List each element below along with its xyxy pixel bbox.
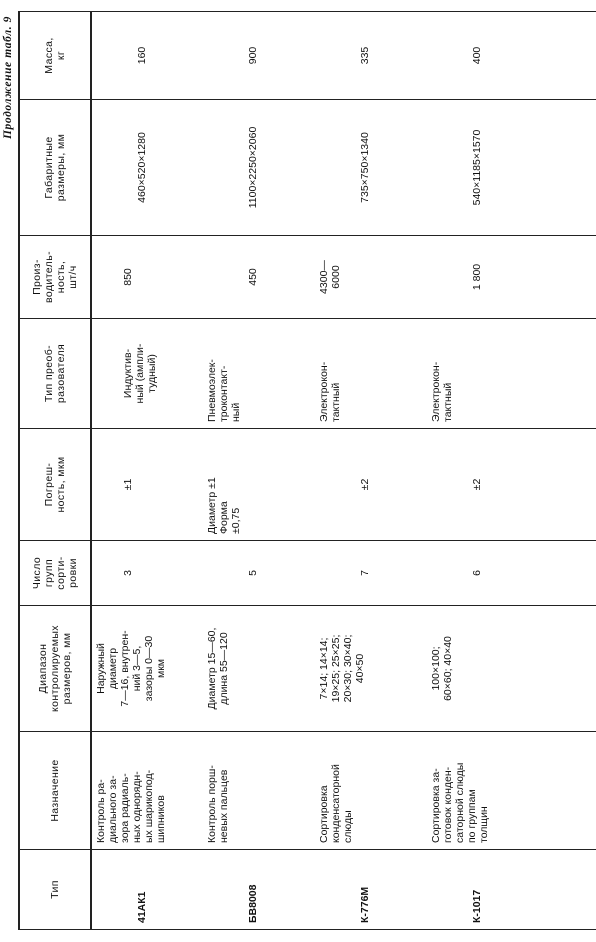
cell-type: БВ8008: [203, 850, 315, 930]
cell-productivity: 4300— 6000: [315, 236, 427, 319]
cell-purpose: Сортировка конденсаторной слюды: [315, 732, 427, 850]
cell-error: ±1: [91, 429, 203, 541]
table-caption: Продолжение табл. 9: [2, 16, 14, 139]
table-row: [91, 12, 203, 930]
cell-purpose: Контроль порш- невых пальцев: [203, 732, 315, 850]
header-converter: Тип преоб- разователя: [19, 319, 91, 429]
cell-groups: 6: [427, 541, 596, 606]
cell-converter: Пневмоэлек- троконтакт- ный: [203, 319, 315, 429]
table-row: [427, 12, 596, 930]
cell-groups: 3: [91, 541, 203, 606]
header-row: [19, 12, 91, 930]
cell-converter: Электрокон- тактный: [315, 319, 427, 429]
cell-error: ±2: [315, 429, 427, 541]
cell-purpose: Контроль ра- диального за- зора радиаль- ных однорядн- ых шарикопод- шипников: [91, 732, 203, 850]
table-row: [315, 12, 427, 930]
cell-productivity: 1 800: [427, 236, 596, 319]
cell-type: К-776М: [315, 850, 427, 930]
cell-dimensions: 540×1185×1570: [427, 100, 596, 236]
table-row: [203, 12, 315, 930]
cell-type: К-1017: [427, 850, 596, 930]
cell-dimensions: 735×750×1340: [315, 100, 427, 236]
cell-range: Наружный диаметр 7—16, внутрен- ний 3—5, зазоры 0—30 мкм: [91, 606, 203, 732]
header-purpose: Назначение: [19, 732, 91, 850]
cell-mass: 400: [427, 12, 596, 100]
cell-range: 100×100; 60×60; 40×40: [427, 606, 596, 732]
header-type: Тип: [19, 850, 91, 930]
header-mass: Масса, кг: [19, 12, 91, 100]
cell-groups: 7: [315, 541, 427, 606]
specs-table: [18, 11, 596, 930]
cell-dimensions: 460×520×1280: [91, 100, 203, 236]
header-dimensions: Габаритные размеры, мм: [19, 100, 91, 236]
header-groups: Число групп сорти- ровки: [19, 541, 91, 606]
cell-range: Диаметр 15—60, длина 55—120: [203, 606, 315, 732]
cell-productivity: 450: [203, 236, 315, 319]
cell-productivity: 850: [91, 236, 203, 319]
cell-converter: Индуктив- ный (ампли- тудный): [91, 319, 203, 429]
header-error: Погреш- ность, мкм: [19, 429, 91, 541]
cell-purpose: Сортировка за- готовок конден- саторной слюды по группам толщин: [427, 732, 596, 850]
cell-mass: 335: [315, 12, 427, 100]
cell-converter: Электрокон- тактный: [427, 319, 596, 429]
cell-error: Диаметр ±1 Форма ±0,75: [203, 429, 315, 541]
cell-dimensions: 1100×2250×2060: [203, 100, 315, 236]
cell-type: 41АК1: [91, 850, 203, 930]
cell-mass: 900: [203, 12, 315, 100]
header-productivity: Произ- водитель- ность, шт/ч: [19, 236, 91, 319]
cell-groups: 5: [203, 541, 315, 606]
cell-range: 7×14; 14×14; 19×25; 25×25; 20×30; 30×40; 40×50: [315, 606, 427, 732]
cell-error: ±2: [427, 429, 596, 541]
cell-mass: 160: [91, 12, 203, 100]
header-range: Диапазон контролируемых размеров, мм: [19, 606, 91, 732]
